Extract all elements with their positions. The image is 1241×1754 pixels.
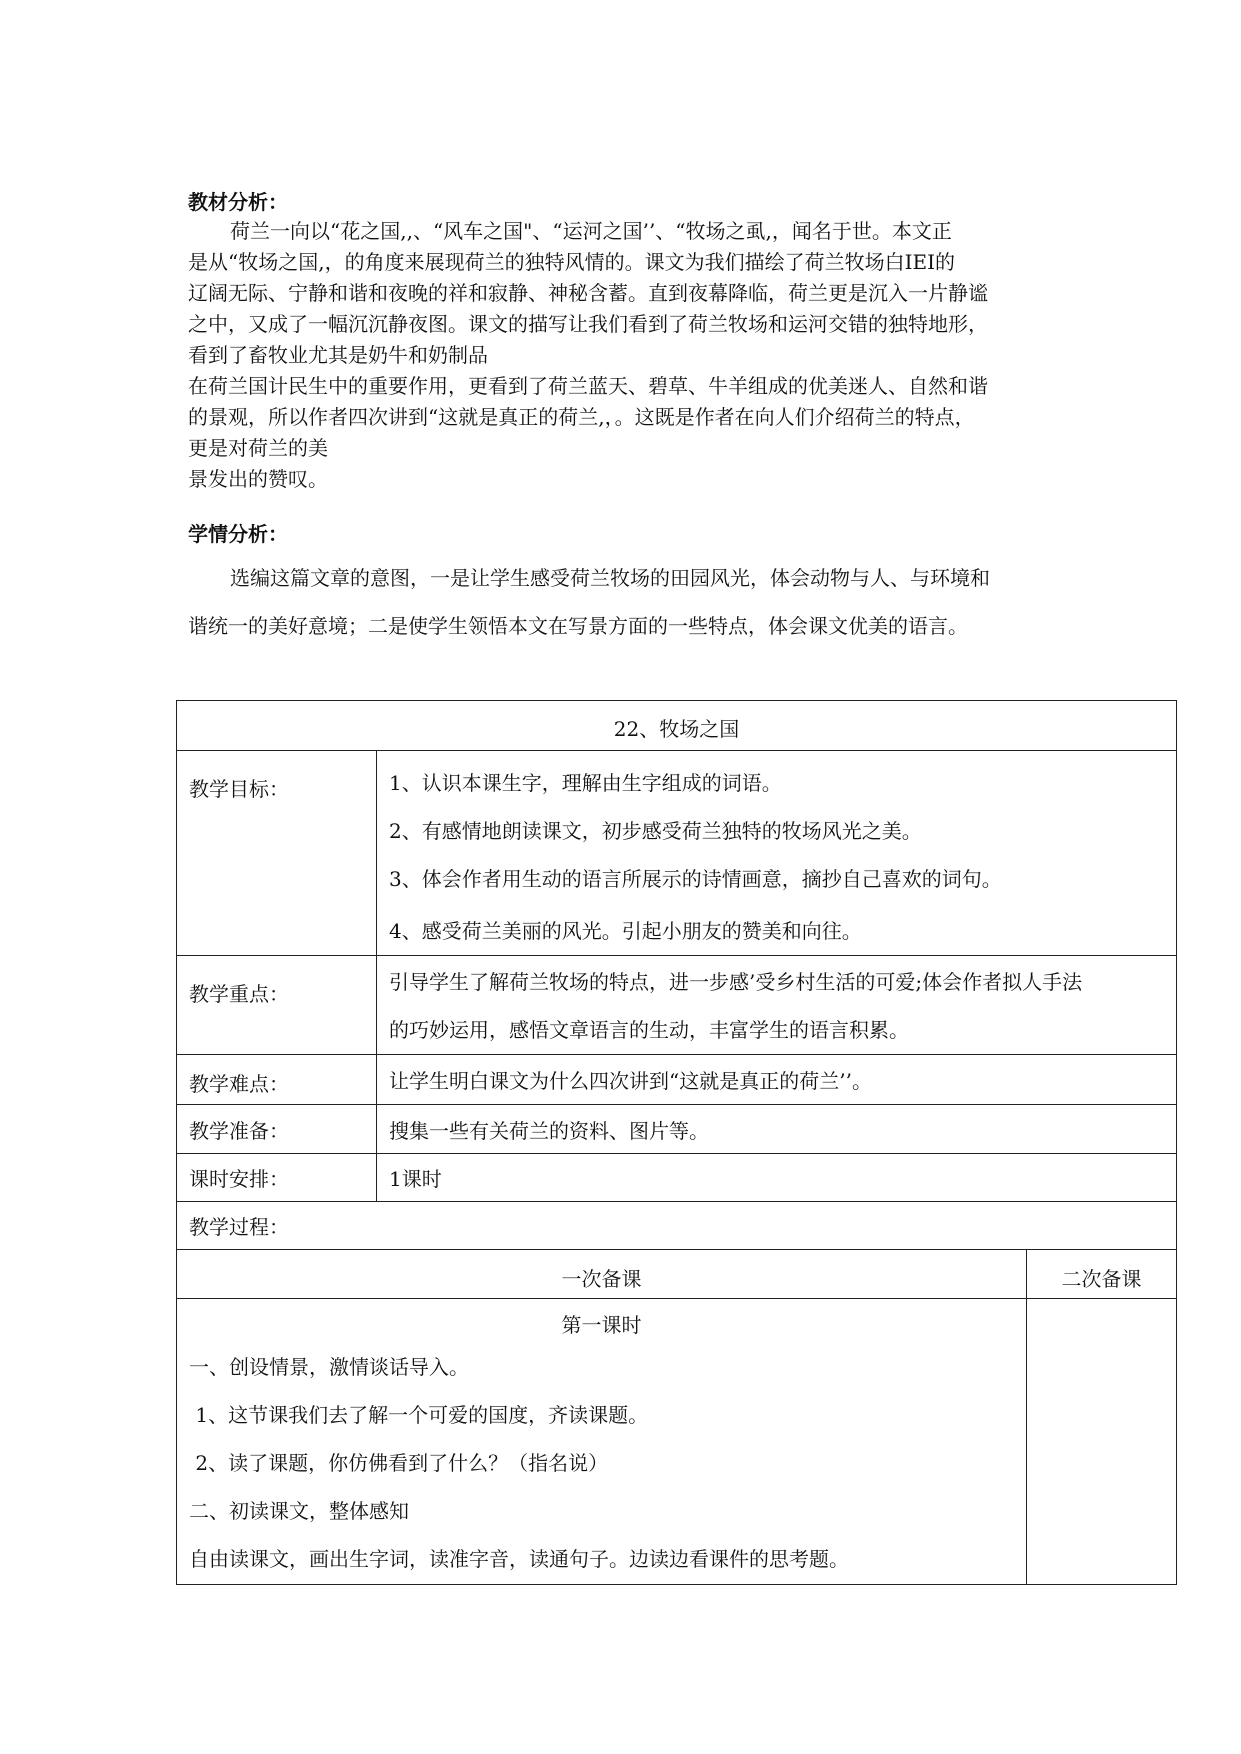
text-line: 更是对荷兰的美 <box>188 436 328 460</box>
lesson-plan-table <box>176 700 1177 1585</box>
goals-label: 教学目标： <box>177 751 377 956</box>
lesson-title: 22、牧场之国 <box>177 701 1177 751</box>
prep-text: 搜集一些有关荷兰的资料、图片等。 <box>377 1105 1177 1154</box>
text-line: 之中，又成了一幅沉沉静夜图。课文的描写让我们看到了荷兰牧场和运河交错的独特地形， <box>188 312 988 336</box>
step-item: 一、创设情景，激情谈话导入。 <box>189 1355 469 1379</box>
step-item: 2、读了课题，你仿佛看到了什么？（指名说） <box>189 1451 609 1475</box>
key-label: 教学重点： <box>177 956 377 1055</box>
student-analysis-heading: 学情分析： <box>188 522 288 546</box>
text-line: 谐统一的美好意境；二是使学生领悟本文在写景方面的一些特点，体会课文优美的语言。 <box>188 614 968 638</box>
key-line: 的巧妙运用，感悟文章语言的生动，丰富学生的语言积累。 <box>389 1018 909 1042</box>
prep-label: 教学准备： <box>177 1105 377 1154</box>
goal-item: 1、认识本课生字，理解由生字组成的词语。 <box>389 771 782 795</box>
step-item: 二、初读课文，整体感知 <box>189 1499 409 1523</box>
process-content <box>177 1299 1027 1585</box>
text-line: 辽阔无际、宁静和谐和夜晚的祥和寂静、神秘含蓄。直到夜幕降临，荷兰更是沉入一片静谧 <box>188 281 988 305</box>
goal-item: 4、感受荷兰美丽的风光。引起小朋友的赞美和向往。 <box>389 919 862 943</box>
column-first-prep: 一次备课 <box>177 1250 1027 1299</box>
material-analysis-text <box>188 216 1058 495</box>
text-line: 是从“牧场之国,，的角度来展现荷兰的独特风情的。课文为我们描绘了荷兰牧场白IEI的 <box>188 250 955 274</box>
step-item: 自由读课文，画出生字词，读准字音，读通句子。边读边看课件的思考题。 <box>189 1547 849 1571</box>
column-second-prep: 二次备课 <box>1027 1250 1177 1299</box>
step-item: 1、这节课我们去了解一个可爱的国度，齐读课题。 <box>189 1403 649 1427</box>
key-cell <box>377 956 1177 1055</box>
text-line: 景发出的赞叹。 <box>188 467 328 491</box>
difficulty-label: 教学难点： <box>177 1055 377 1105</box>
process-label: 教学过程： <box>177 1202 1177 1250</box>
student-analysis-text <box>188 554 1068 650</box>
goal-item: 3、体会作者用生动的语言所展示的诗情画意，摘抄自己喜欢的词句。 <box>389 867 1002 891</box>
text-line: 荷兰一向以“花之国,,、“风车之国"、“运河之国’’、“牧场之虱,，闻名于世。本文正 <box>230 219 952 243</box>
key-line: 引导学生了解荷兰牧场的特点，进一步感’受乡村生活的可爱;体会作者拟人手法 <box>389 970 1083 994</box>
text-line: 看到了畜牧业尤其是奶牛和奶制品 <box>188 343 488 367</box>
second-prep-cell <box>1027 1299 1177 1585</box>
goal-item: 2、有感情地朗读课文，初步感受荷兰独特的牧场风光之美。 <box>389 819 922 843</box>
difficulty-text: 让学生明白课文为什么四次讲到“这就是真正的荷兰’’。 <box>377 1055 1177 1105</box>
period-title: 第一课时 <box>561 1313 642 1337</box>
text-line: 的景观，所以作者四次讲到“这就是真正的荷兰,，。这既是作者在向人们介绍荷兰的特点， <box>188 405 975 429</box>
material-analysis-heading: 教材分析： <box>188 190 288 214</box>
text-line: 选编这篇文章的意图，一是让学生感受荷兰牧场的田园风光，体会动物与人、与环境和 <box>230 566 990 590</box>
goals-cell <box>377 751 1177 956</box>
schedule-text: 1课时 <box>377 1154 1177 1202</box>
text-line: 在荷兰国计民生中的重要作用，更看到了荷兰蓝天、碧草、牛羊组成的优美迷人、自然和谐 <box>188 374 988 398</box>
schedule-label: 课时安排： <box>177 1154 377 1202</box>
